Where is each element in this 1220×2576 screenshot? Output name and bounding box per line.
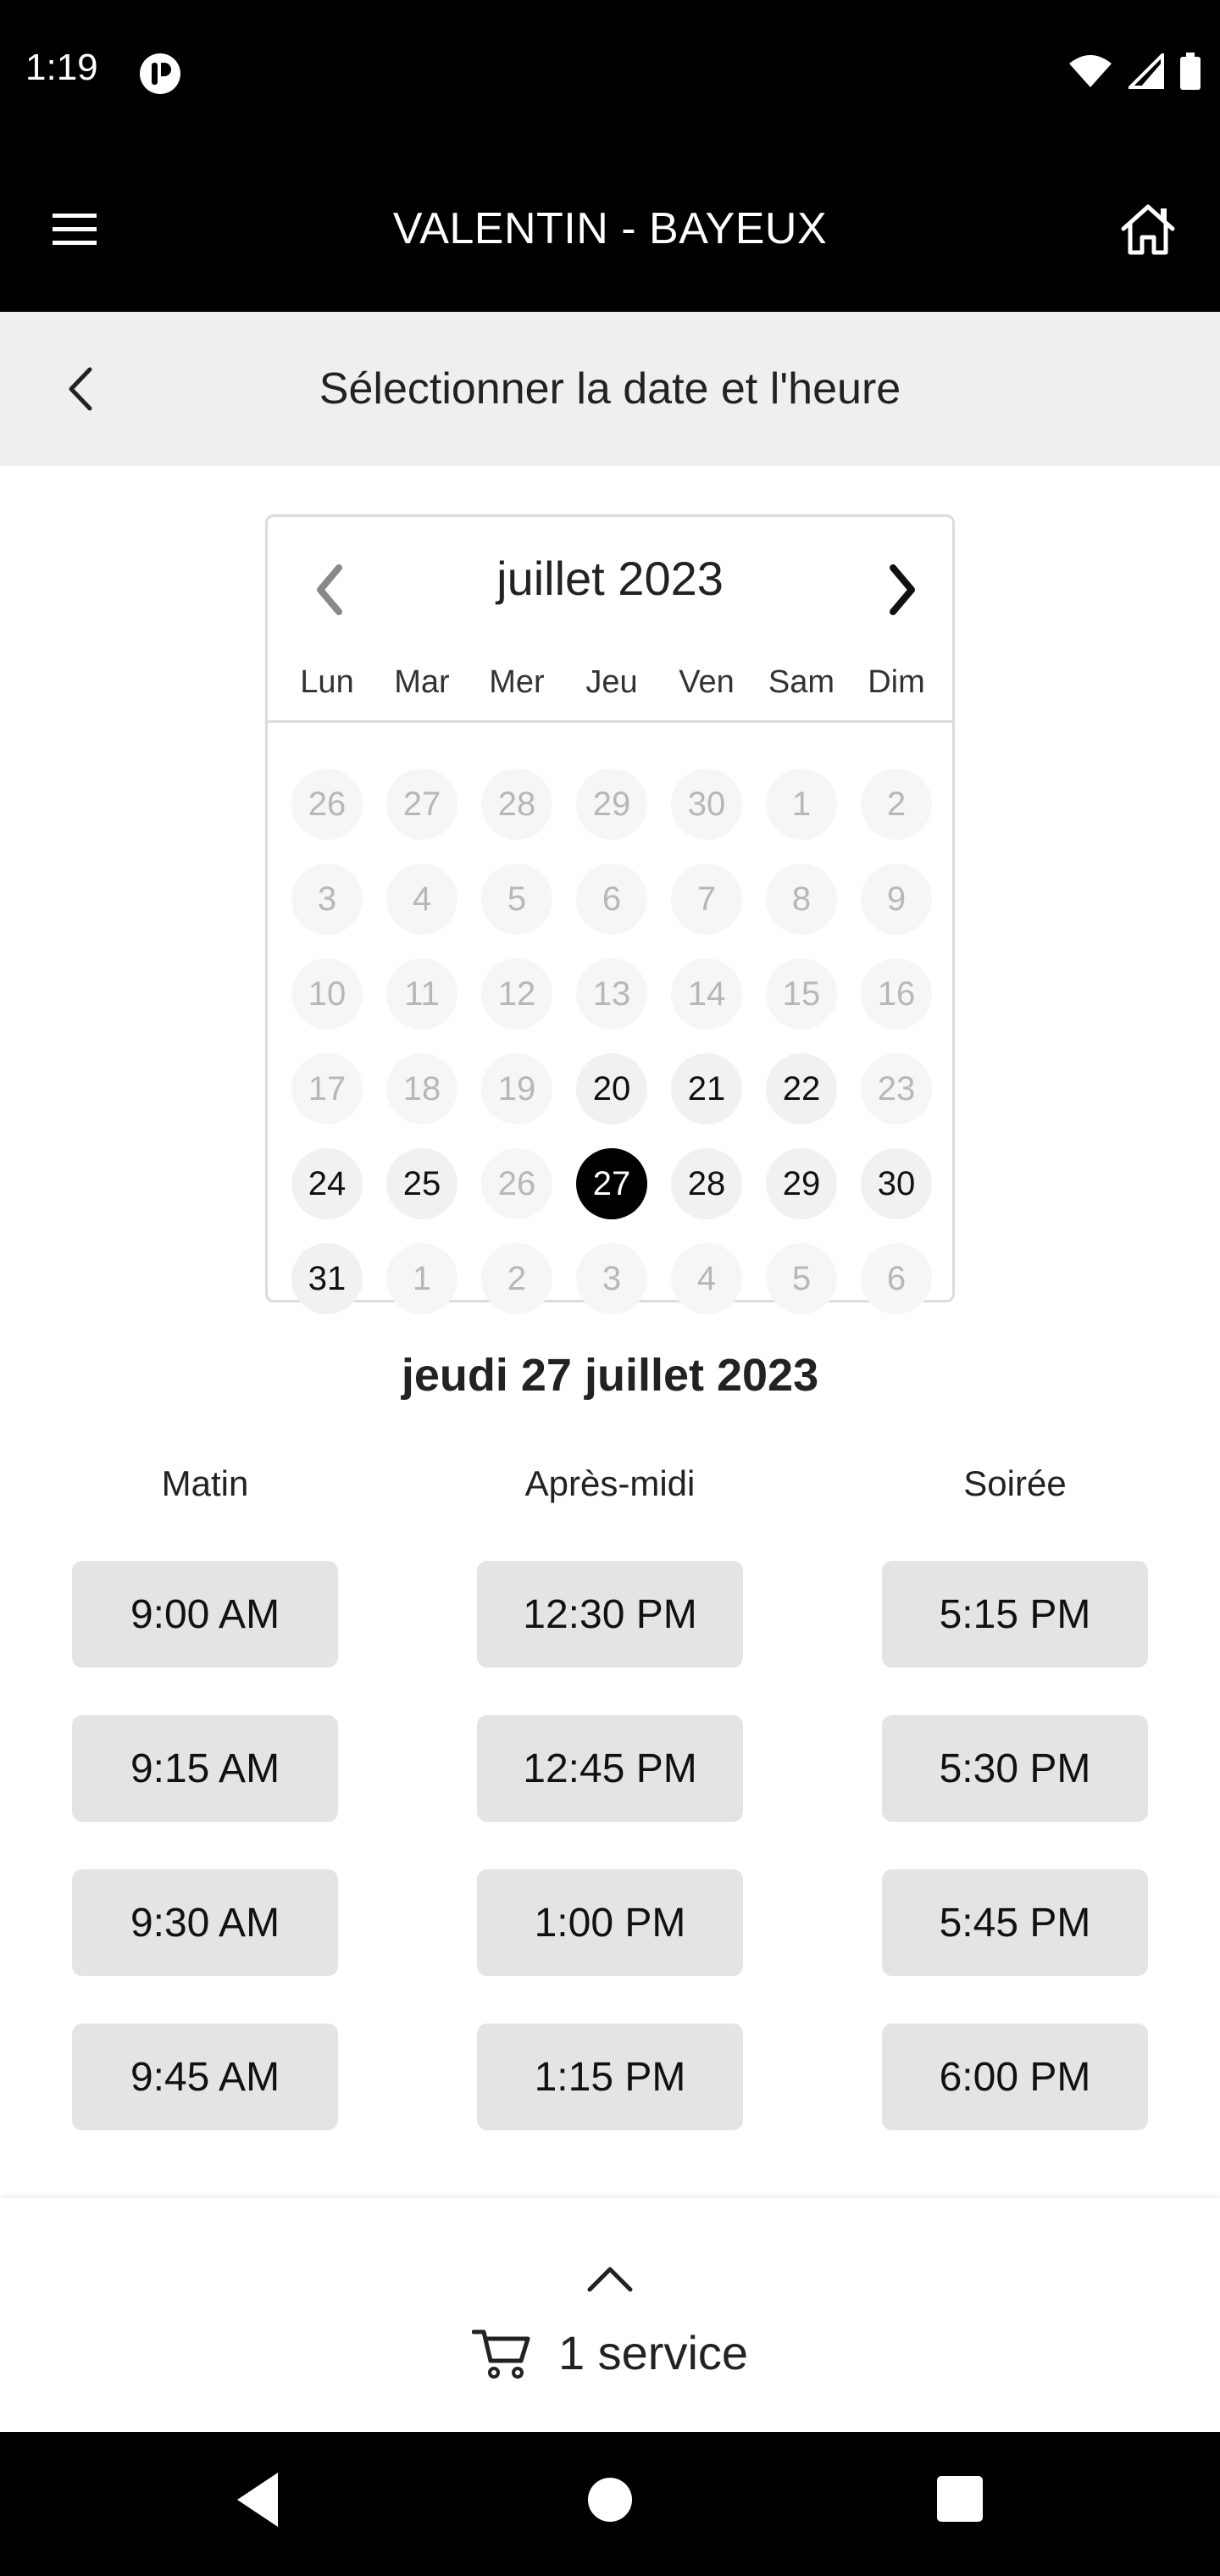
calendar-day-cell [849, 1231, 944, 1326]
calendar-day: 15 [766, 958, 837, 1030]
next-month-icon[interactable] [876, 559, 927, 620]
selected-date-label: jeudi 27 juillet 2023 [401, 1350, 819, 1401]
time-slot-button[interactable]: 12:45 PM [477, 1715, 743, 1822]
calendar-day-cell [754, 1041, 849, 1136]
calendar-day-cell [849, 947, 944, 1041]
calendar-day: 16 [861, 958, 932, 1030]
app-title: VALENTIN - BAYEUX [392, 204, 828, 253]
time-slot-column-title: Matin [161, 1463, 249, 1503]
calendar-day-cell [374, 1041, 469, 1136]
calendar-day: 27 [386, 769, 458, 840]
calendar-day-cell [849, 1136, 944, 1231]
calendar-day-cell [374, 852, 469, 947]
nav-recents-icon[interactable] [935, 2474, 984, 2523]
calendar-day[interactable]: 24 [291, 1148, 363, 1219]
calendar-day[interactable]: 29 [766, 1148, 837, 1219]
calendar-day: 11 [386, 958, 458, 1030]
time-slot-column-title: Après-midi [524, 1463, 696, 1503]
calendar-day-cell [374, 757, 469, 852]
calendar-day[interactable]: 21 [671, 1053, 742, 1124]
calendar-day-cell [280, 757, 374, 852]
time-slot-button[interactable]: 9:30 AM [72, 1869, 338, 1976]
calendar-day: 19 [481, 1053, 552, 1124]
time-slot-button[interactable]: 12:30 PM [477, 1561, 743, 1668]
calendar-day-cell [659, 1041, 754, 1136]
calendar-day: 13 [576, 958, 647, 1030]
system-navigation-bar [0, 2432, 1220, 2576]
calendar-day-cell [564, 1231, 659, 1326]
calendar-day: 14 [671, 958, 742, 1030]
calendar-day-cell [469, 1231, 564, 1326]
weekday-label: Lun [300, 664, 354, 700]
time-slot-button[interactable]: 5:30 PM [882, 1715, 1148, 1822]
status-time: 1:19 [25, 47, 98, 88]
time-slot-button[interactable]: 1:15 PM [477, 2024, 743, 2130]
time-slot-column [477, 1457, 743, 2100]
calendar-day: 29 [576, 769, 647, 840]
calendar-day: 5 [766, 1243, 837, 1314]
calendar-day-cell [469, 947, 564, 1041]
calendar-day: 7 [671, 863, 742, 935]
calendar-day: 1 [766, 769, 837, 840]
calendar-day-cell [564, 757, 659, 852]
calendar-day-cell [659, 852, 754, 947]
calendar-day: 5 [481, 863, 552, 935]
cart-icon [472, 2327, 533, 2379]
status-icons [1068, 53, 1201, 90]
time-slot-button[interactable]: 9:15 AM [72, 1715, 338, 1822]
time-slot-column [72, 1457, 338, 2100]
wifi-icon [1068, 53, 1113, 89]
calendar-day: 17 [291, 1053, 363, 1124]
calendar-day: 3 [576, 1243, 647, 1314]
time-slot-button[interactable]: 6:00 PM [882, 2024, 1148, 2130]
calendar-day: 18 [386, 1053, 458, 1124]
calendar-day-selected[interactable]: 27 [576, 1148, 647, 1219]
calendar-day-cell [280, 852, 374, 947]
nav-back-icon[interactable] [229, 2466, 288, 2534]
calendar-day[interactable]: 22 [766, 1053, 837, 1124]
calendar-day: 26 [481, 1148, 552, 1219]
calendar-day-cell [659, 1136, 754, 1231]
page-header [0, 312, 1220, 466]
calendar-day: 30 [671, 769, 742, 840]
weekday-label: Dim [868, 664, 925, 700]
calendar-day: 28 [481, 769, 552, 840]
calendar-day: 4 [671, 1243, 742, 1314]
app-bar [0, 146, 1220, 312]
date-picker-calendar [265, 514, 955, 1302]
calendar-day-cell [469, 1136, 564, 1231]
calendar-day-cell [754, 947, 849, 1041]
calendar-day[interactable]: 30 [861, 1148, 932, 1219]
time-slot-column-title: Soirée [963, 1463, 1067, 1503]
calendar-month-label: juillet 2023 [496, 552, 724, 605]
calendar-day: 1 [386, 1243, 458, 1314]
calendar-day-cell [280, 1136, 374, 1231]
calendar-day-cell [564, 947, 659, 1041]
calendar-day-cell [849, 852, 944, 947]
cart-summary-bar[interactable] [0, 2198, 1220, 2432]
signal-icon [1128, 53, 1164, 89]
calendar-day-cell [469, 1041, 564, 1136]
calendar-day: 2 [861, 769, 932, 840]
calendar-day-cell [564, 1136, 659, 1231]
page-title: Sélectionner la date et l'heure [319, 364, 901, 414]
calendar-day-cell [754, 1231, 849, 1326]
calendar-day: 10 [291, 958, 363, 1030]
time-slot-button[interactable]: 5:15 PM [882, 1561, 1148, 1668]
calendar-day-cell [374, 947, 469, 1041]
calendar-day-cell [754, 1136, 849, 1231]
calendar-day[interactable]: 31 [291, 1243, 363, 1314]
calendar-day-cell [754, 852, 849, 947]
weekday-header-row [280, 652, 944, 712]
calendar-day-cell [469, 852, 564, 947]
calendar-day: 9 [861, 863, 932, 935]
chevron-up-icon[interactable] [586, 2264, 634, 2295]
calendar-day: 4 [386, 863, 458, 935]
calendar-day-cell [659, 1231, 754, 1326]
calendar-day: 26 [291, 769, 363, 840]
calendar-day-cell [280, 1231, 374, 1326]
calendar-day: 12 [481, 958, 552, 1030]
calendar-day[interactable]: 25 [386, 1148, 458, 1219]
calendar-day[interactable]: 28 [671, 1148, 742, 1219]
home-icon[interactable] [1118, 202, 1178, 258]
status-bar [0, 0, 1220, 146]
calendar-day-cell [374, 1136, 469, 1231]
battery-icon [1179, 53, 1201, 90]
calendar-divider [268, 720, 952, 723]
time-slot-column [882, 1457, 1148, 2100]
calendar-day-cell [659, 947, 754, 1041]
calendar-header [268, 517, 952, 644]
calendar-day-cell [280, 1041, 374, 1136]
calendar-day: 6 [861, 1243, 932, 1314]
time-slot-button[interactable]: 1:00 PM [477, 1869, 743, 1976]
time-slot-button[interactable]: 5:45 PM [882, 1869, 1148, 1976]
calendar-day-cell [659, 757, 754, 852]
calendar-day-cell [280, 947, 374, 1041]
calendar-day-cell [849, 1041, 944, 1136]
calendar-day[interactable]: 20 [576, 1053, 647, 1124]
calendar-day: 2 [481, 1243, 552, 1314]
calendar-day-cell [564, 852, 659, 947]
calendar-day: 6 [576, 863, 647, 935]
calendar-day: 8 [766, 863, 837, 935]
calendar-day-cell [754, 757, 849, 852]
calendar-day-cell [564, 1041, 659, 1136]
cart-summary[interactable] [0, 2325, 1220, 2380]
time-slot-button[interactable]: 9:00 AM [72, 1561, 338, 1668]
weekday-label: Ven [679, 664, 735, 700]
weekday-label: Mer [489, 664, 545, 700]
nav-home-icon[interactable] [585, 2474, 635, 2525]
calendar-day-cell [849, 757, 944, 852]
calendar-day: 3 [291, 863, 363, 935]
weekday-label: Mar [394, 664, 450, 700]
calendar-day: 23 [861, 1053, 932, 1124]
calendar-day-cell [374, 1231, 469, 1326]
weekday-label: Sam [768, 664, 835, 700]
calendar-day-cell [469, 757, 564, 852]
calendar-days-grid [280, 757, 944, 1326]
cart-count-label: 1 service [557, 2326, 749, 2379]
app-notification-icon [139, 53, 181, 95]
weekday-label: Jeu [585, 664, 638, 700]
time-slot-button[interactable]: 9:45 AM [72, 2024, 338, 2130]
